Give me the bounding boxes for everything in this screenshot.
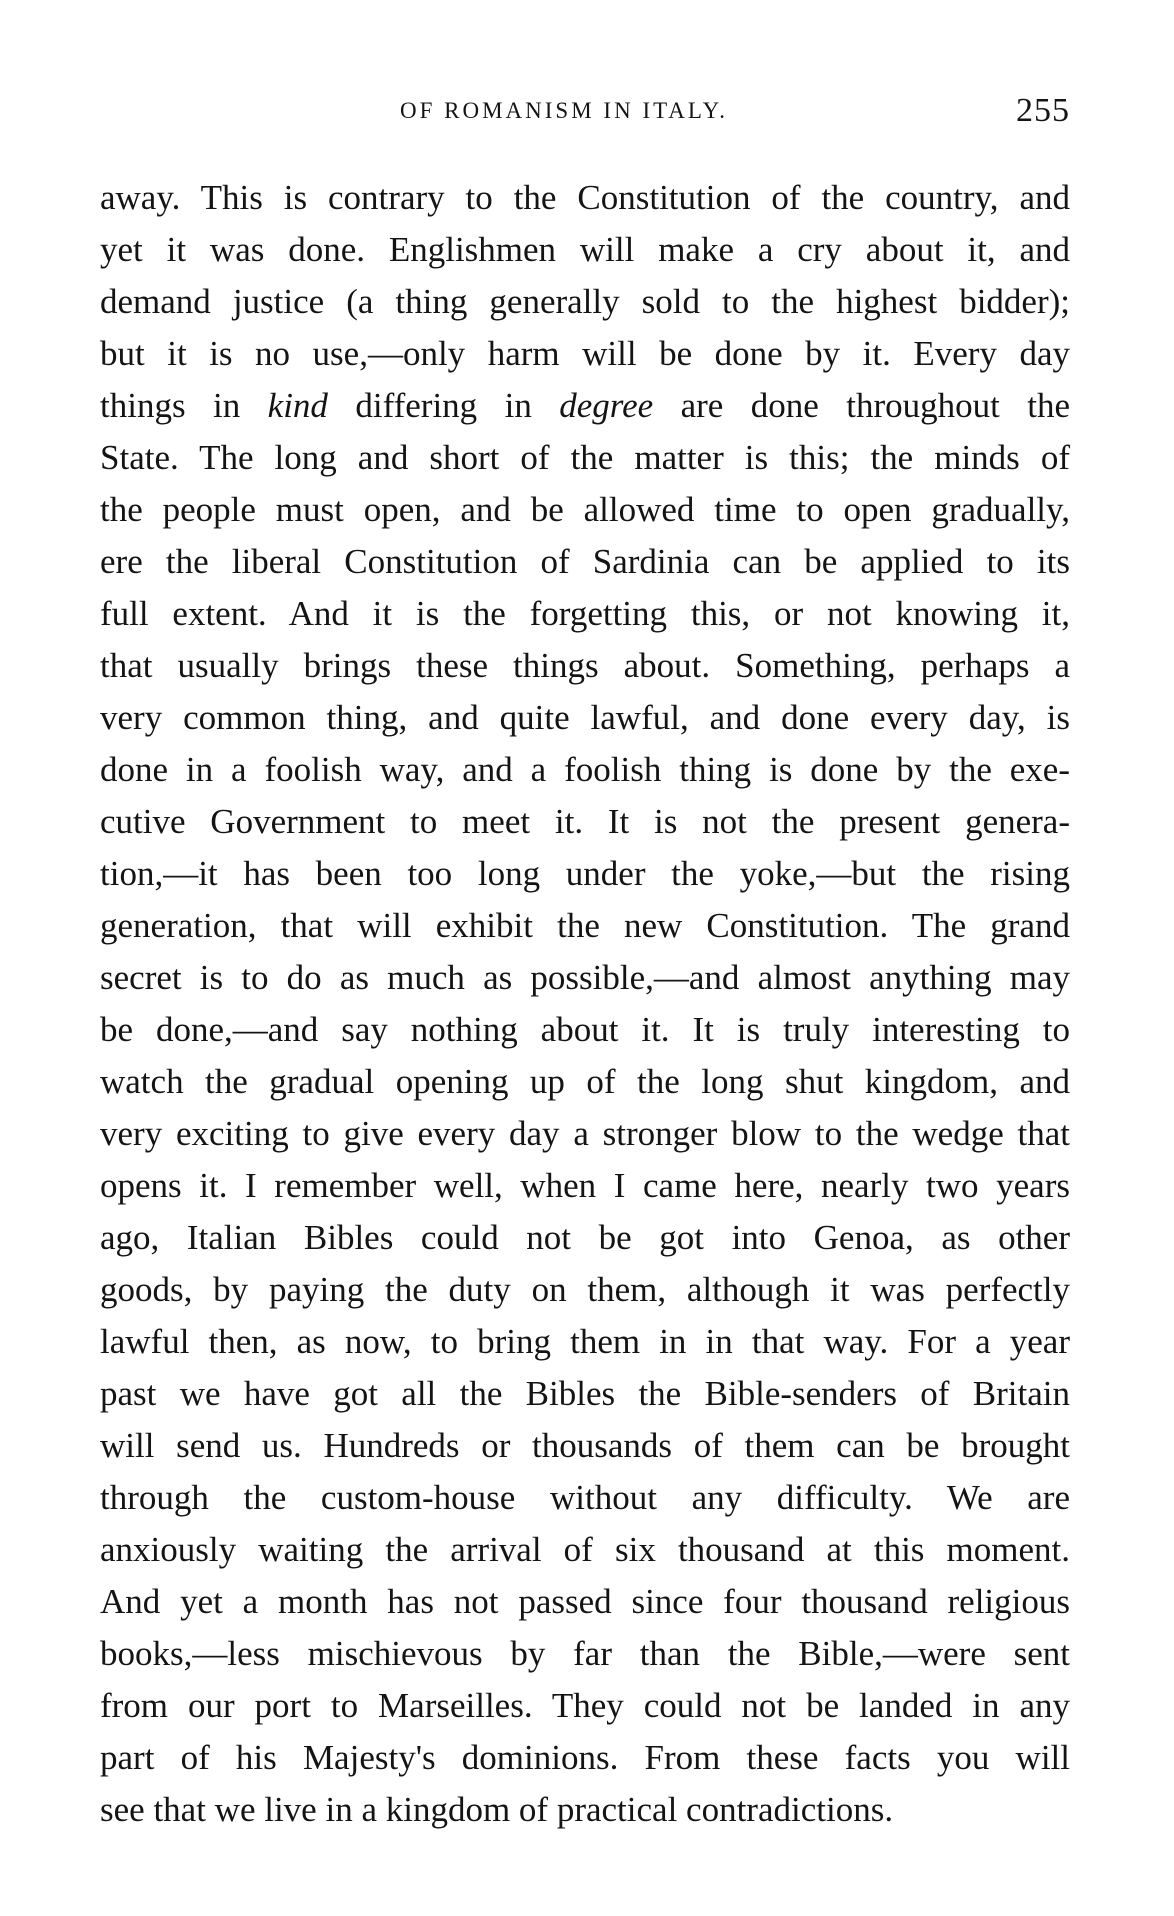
italic-word-kind: kind	[267, 386, 328, 425]
text-line: from our port to Marseilles. They could not be landed in any	[100, 1686, 1070, 1725]
text-line: part of his Majesty's dominions. From these facts you will	[100, 1738, 1070, 1777]
text-line: opens it. I remember well, when I came here, nearly two years	[100, 1166, 1070, 1205]
text-line: done in a foolish way, and a foolish thing is done by the exe-	[100, 750, 1070, 789]
text-line: past we have got all the Bibles the Bible-senders of Britain	[100, 1374, 1070, 1413]
page-number: 255	[1016, 92, 1070, 129]
italic-word-degree: degree	[559, 386, 654, 425]
text-line	[100, 380, 1070, 432]
text-line: very common thing, and quite lawful, and done every day, is	[100, 698, 1070, 737]
text-line: cutive Government to meet it. It is not the present genera-	[100, 802, 1070, 841]
text-line: full extent. And it is the forgetting this, or not knowing it,	[100, 594, 1070, 633]
text-line: watch the gradual opening up of the long shut kingdom, and	[100, 1062, 1070, 1101]
text-line: goods, by paying the duty on them, although it was perfectly	[100, 1270, 1070, 1309]
text-run: are done throughout the	[653, 386, 1071, 425]
text-line: but it is no use,—only harm will be done by it. Every day	[100, 334, 1070, 373]
text-line: lawful then, as now, to bring them in in that way. For a year	[100, 1322, 1070, 1361]
text-line: see that we live in a kingdom of practical contradictions.	[100, 1790, 894, 1829]
text-line: be done,—and say nothing about it. It is truly interesting to	[100, 1010, 1070, 1049]
running-head	[100, 92, 1070, 132]
text-line: ere the liberal Constitution of Sardinia can be applied to its	[100, 542, 1070, 581]
text-line: books,—less mischievous by far than the Bible,—were sent	[100, 1634, 1070, 1673]
text-line: through the custom-house without any difficulty. We are	[100, 1478, 1070, 1517]
text-line: that usually brings these things about. Something, perhaps a	[100, 646, 1070, 685]
body-text	[100, 172, 1070, 1836]
text-line: anxiously waiting the arrival of six thousand at this moment.	[100, 1530, 1070, 1569]
text-line: will send us. Hundreds or thousands of them can be brought	[100, 1426, 1070, 1465]
text-line: very exciting to give every day a stronger blow to the wedge that	[100, 1114, 1070, 1153]
text-line: generation, that will exhibit the new Constitution. The grand	[100, 906, 1070, 945]
text-run: things in	[100, 386, 268, 425]
text-line: secret is to do as much as possible,—and almost anything may	[100, 958, 1070, 997]
text-line: the people must open, and be allowed time to open gradually,	[100, 490, 1070, 529]
text-line: And yet a month has not passed since four thousand religious	[100, 1582, 1070, 1621]
text-line: yet it was done. Englishmen will make a cry about it, and	[100, 230, 1070, 269]
text-line: tion,—it has been too long under the yoke,—but the rising	[100, 854, 1070, 893]
text-line: State. The long and short of the matter is this; the minds of	[100, 438, 1070, 477]
running-title: OF ROMANISM IN ITALY.	[400, 98, 729, 123]
text-line: ago, Italian Bibles could not be got into Genoa, as other	[100, 1218, 1070, 1257]
text-line: away. This is contrary to the Constitution of the country, and	[100, 178, 1070, 217]
text-run: differing in	[327, 386, 560, 425]
text-line: demand justice (a thing generally sold to the highest bidder);	[100, 282, 1070, 321]
